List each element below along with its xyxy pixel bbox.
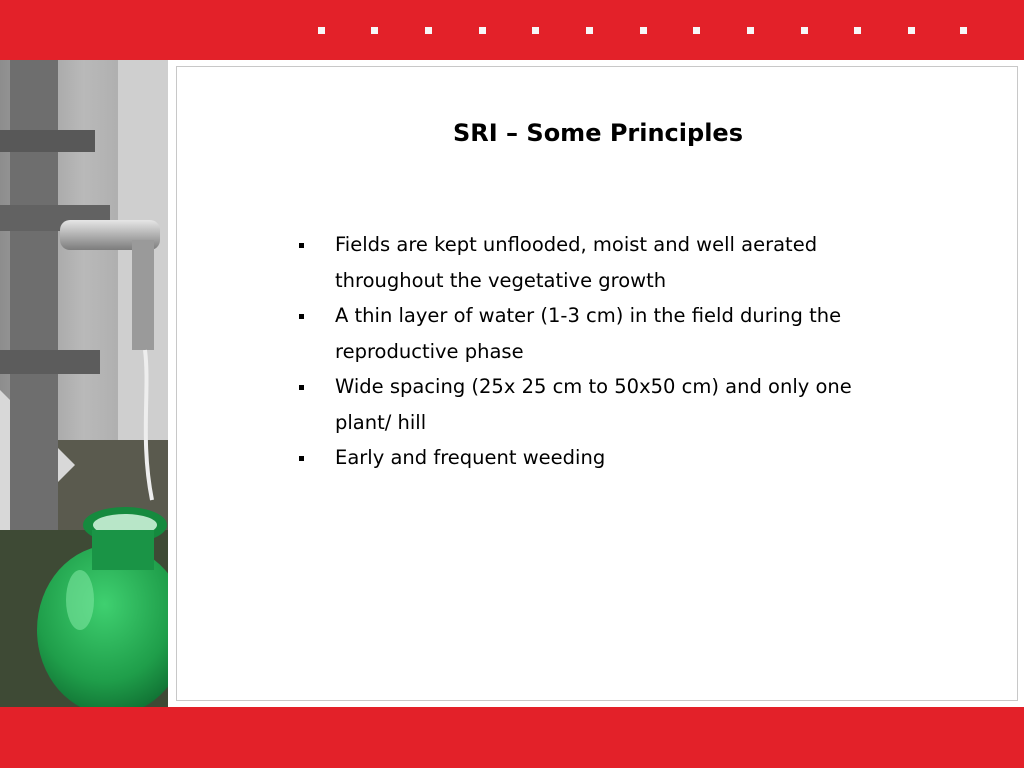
- header-dot: [532, 27, 539, 34]
- header-dot: [640, 27, 647, 34]
- header-dot: [693, 27, 700, 34]
- header-band: [0, 0, 1024, 60]
- header-dot: [747, 27, 754, 34]
- header-dot: [586, 27, 593, 34]
- bullet-text: Wide spacing (25x 25 cm to 50x50 cm) and only one plant/ hill: [335, 375, 852, 434]
- header-dot: [371, 27, 378, 34]
- bullet-item: [295, 298, 905, 369]
- bullet-item: [295, 227, 905, 298]
- header-dot: [854, 27, 861, 34]
- header-dot: [908, 27, 915, 34]
- bullet-item: [295, 440, 905, 476]
- square-bullet-icon: [299, 456, 304, 461]
- header-dot: [425, 27, 432, 34]
- header-dot: [801, 27, 808, 34]
- hand-pump-photo-art: [0, 60, 168, 707]
- bullet-text: Early and frequent weeding: [335, 446, 606, 469]
- hand-pump-photo: [0, 60, 168, 707]
- footer-band: [0, 707, 1024, 768]
- bullet-text: Fields are kept unflooded, moist and well aerated throughout the vegetative growth: [335, 233, 818, 292]
- header-dot: [479, 27, 486, 34]
- content-panel: [176, 66, 1018, 701]
- header-dot: [318, 27, 325, 34]
- square-bullet-icon: [299, 314, 304, 319]
- bullet-item: [295, 369, 905, 440]
- header-dot: [960, 27, 967, 34]
- bullet-text: A thin layer of water (1-3 cm) in the field during the reproductive phase: [335, 304, 842, 363]
- square-bullet-icon: [299, 243, 304, 248]
- slide-title: SRI – Some Principles: [453, 119, 743, 147]
- bullet-list: [295, 227, 905, 476]
- square-bullet-icon: [299, 385, 304, 390]
